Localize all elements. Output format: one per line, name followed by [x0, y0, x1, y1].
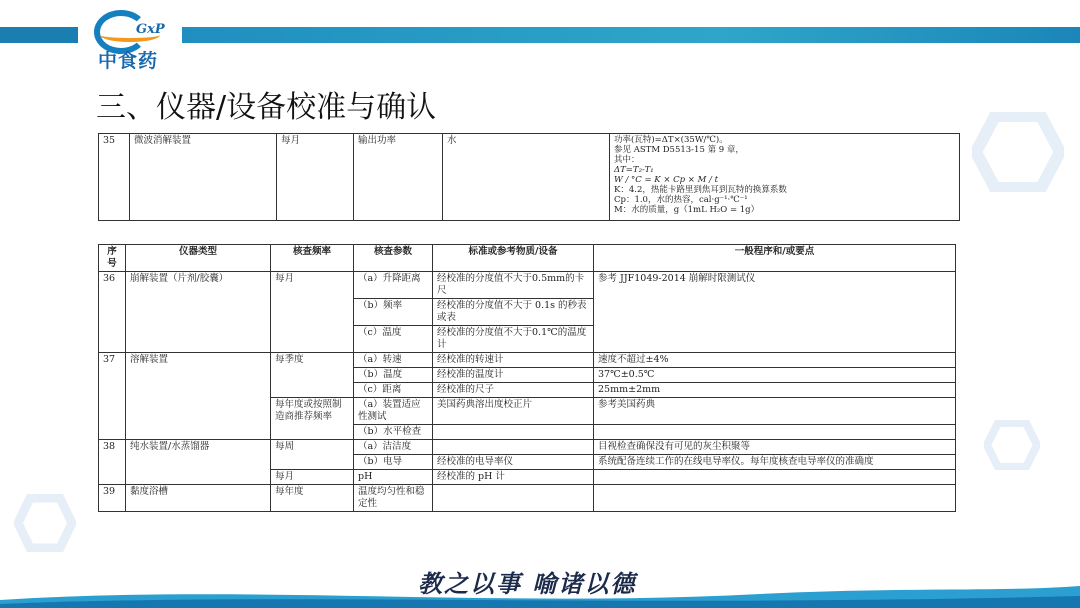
footer-wave-icon [0, 578, 1080, 608]
col-header: 核查频率 [271, 245, 354, 272]
col-header: 仪器类型 [126, 245, 271, 272]
col-header: 标准或参考物质/设备 [433, 245, 594, 272]
cell-param: （b）频率 [354, 299, 433, 326]
cell-param: （b）水平检查 [354, 425, 433, 440]
cell-freq: 每季度 [271, 353, 354, 398]
cell-proc: 系统配备连续工作的在线电导率仪。每年度核查电导率仪的准确度 [594, 455, 956, 470]
cell-std: 经校准的分度值不大于 0.1s 的秒表或表 [433, 299, 594, 326]
proc-line: 参见 ASTM D5513-15 第 9 章， [614, 145, 744, 155]
proc-line: Cp：1.0，水的热容，cal·g⁻¹·℃⁻¹ [614, 195, 748, 205]
table-header-row [99, 245, 956, 272]
cell-freq: 每月 [271, 272, 354, 353]
cell-std: 经校准的尺子 [433, 383, 594, 398]
cell-no: 35 [99, 134, 130, 221]
cell-std: 水 [443, 134, 610, 221]
cell-param: 温度均匀性和稳定性 [354, 485, 433, 512]
cell-std: 美国药典溶出度校正片 [433, 398, 594, 425]
cell-type: 崩解装置（片剂/胶囊） [126, 272, 271, 353]
slide-title: 三、仪器/设备校准与确认 [96, 90, 437, 125]
col-header: 一般程序和/或要点 [594, 245, 956, 272]
cell-freq: 每周 [271, 440, 354, 470]
table-row [99, 134, 960, 221]
cell-param: （a）转速 [354, 353, 433, 368]
col-header: 序号 [99, 245, 126, 272]
cell-type: 黏度浴槽 [126, 485, 271, 512]
cell-std: 经校准的温度计 [433, 368, 594, 383]
proc-line: 其中： [614, 155, 640, 165]
cell-proc [594, 425, 956, 440]
proc-line: K：4.2，热能卡路里到焦耳到瓦特的换算系数 [614, 185, 787, 195]
cell-param: （a）洁洁度 [354, 440, 433, 455]
table-row [99, 440, 956, 455]
hexagon-decor-icon [984, 420, 1040, 470]
cell-freq: 每年度 [271, 485, 354, 512]
cell-proc: 参考美国药典 [594, 398, 956, 425]
cell-freq: 每月 [271, 470, 354, 485]
logo-brand-text: GxP [136, 22, 165, 37]
cell-freq: 每年度或按照制造商推荐频率 [271, 398, 354, 440]
cell-type: 纯水装置/水蒸馏器 [126, 440, 271, 485]
cell-std: 经校准的分度值不大于0.1℃的温度计 [433, 326, 594, 353]
cell-proc: 参考 JJF1049-2014 崩解时限测试仪 [594, 272, 956, 353]
cell-param: （c）温度 [354, 326, 433, 353]
company-logo [86, 6, 176, 72]
proc-line: M：水的质量，g（1mL H₂O = 1g） [614, 205, 760, 215]
calibration-table-part2 [98, 244, 956, 512]
cell-proc: 目视检查确保没有可见的灰尘积聚等 [594, 440, 956, 455]
header-bar-right [182, 27, 1080, 43]
cell-std [433, 440, 594, 455]
cell-proc: 速度不超过±4% [594, 353, 956, 368]
hexagon-decor-icon [14, 494, 76, 552]
cell-std: 经校准的转速计 [433, 353, 594, 368]
cell-type: 溶解装置 [126, 353, 271, 440]
cell-param: pH [354, 470, 433, 485]
cell-param: （b）电导 [354, 455, 433, 470]
cell-no: 36 [99, 272, 126, 353]
proc-line: W / °C = K × Cp × M / t [614, 175, 719, 185]
header-bar-left [0, 27, 78, 43]
cell-param: （b）温度 [354, 368, 433, 383]
col-header: 核查参数 [354, 245, 433, 272]
cell-param: （a）升降距离 [354, 272, 433, 299]
cell-std: 经校准的电导率仪 [433, 455, 594, 470]
cell-std: 经校准的 pH 计 [433, 470, 594, 485]
table-row [99, 485, 956, 512]
cell-proc [610, 134, 960, 221]
cell-no: 37 [99, 353, 126, 440]
table-row [99, 272, 956, 299]
footer-slogan: 教之以事 喻诸以德 [418, 569, 637, 598]
cell-proc [594, 470, 956, 485]
table-row [99, 353, 956, 368]
cell-proc: 25mm±2mm [594, 383, 956, 398]
hexagon-decor-icon [972, 112, 1064, 192]
cell-param: 输出功率 [354, 134, 443, 221]
logo-cn-text: 中食药 [98, 50, 159, 72]
cell-freq: 每月 [277, 134, 354, 221]
cell-std [433, 425, 594, 440]
cell-no: 38 [99, 440, 126, 485]
cell-type: 微波消解装置 [130, 134, 277, 221]
proc-line: 功率(瓦特)=ΔT×(35W/℃)。 [614, 135, 728, 145]
cell-proc: 37℃±0.5℃ [594, 368, 956, 383]
cell-no: 39 [99, 485, 126, 512]
cell-proc [594, 485, 956, 512]
proc-line: ΔT=T₂-T₁ [614, 165, 654, 175]
cell-param: （a）装置适应性测试 [354, 398, 433, 425]
cell-param: （c）距离 [354, 383, 433, 398]
cell-std: 经校准的分度值不大于0.5mm的卡尺 [433, 272, 594, 299]
cell-std [433, 485, 594, 512]
calibration-table-part1 [98, 133, 960, 221]
